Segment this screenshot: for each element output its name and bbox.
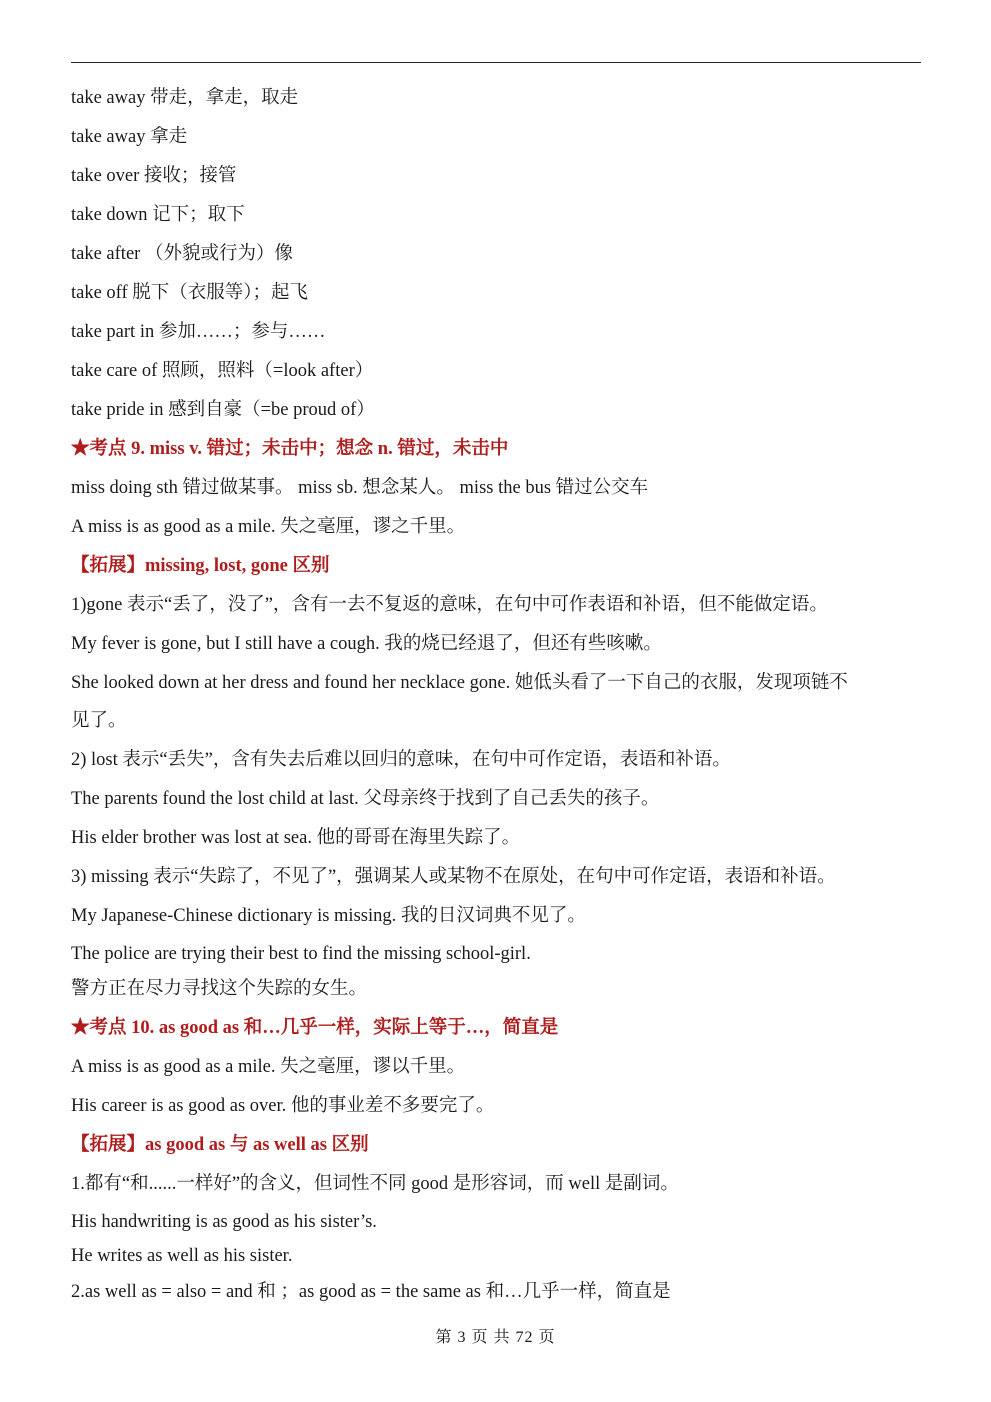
text-line: 3) missing 表示“失踪了，不见了”，强调某人或某物不在原处，在句中可作定语，表语和补语。 [71,867,836,887]
text-line: The parents found the lost child at last. 父母亲终于找到了自己丢失的孩子。 [71,789,660,809]
text-line: 1)gone 表示“丢了，没了”，含有一去不复返的意味，在句中可作表语和补语，但不能做定语。 [71,595,828,615]
text-line: take care of 照顾，照料（=look after） [71,361,374,381]
text-line: 1.都有“和......一样好”的含义，但词性不同 good 是形容词，而 well 是副词。 [71,1174,679,1194]
text-line: My fever is gone, but I still have a cough. 我的烧已经退了，但还有些咳嗽。 [71,634,662,654]
text-line: The police are trying their best to find the missing school-girl. [71,944,531,964]
text-line: A miss is as good as a mile. 失之毫厘，谬以千里。 [71,1057,466,1077]
text-line: 见了。 [71,711,127,731]
text-line: take away 拿走 [71,127,188,147]
section-heading: 【拓展】missing, lost, gone 区别 [71,556,330,576]
text-line: A miss is as good as a mile. 失之毫厘，谬之千里。 [71,517,466,537]
text-line: He writes as well as his sister. [71,1246,293,1266]
text-line: take off 脱下（衣服等）；起飞 [71,283,309,303]
text-line: His career is as good as over. 他的事业差不多要完了。 [71,1096,495,1116]
text-line: His handwriting is as good as his sister’s. [71,1212,377,1232]
text-line: take pride in 感到自豪（=be proud of） [71,400,375,420]
page-footer: 第 3 页 共 72 页 [435,1329,556,1346]
text-line: She looked down at her dress and found her necklace gone. 她低头看了一下自己的衣服，发现项链不 [71,673,848,693]
text-line: take away 带走，拿走，取走 [71,88,299,108]
section-heading: 【拓展】as good as 与 as well as 区别 [71,1135,369,1155]
text-line: 2.as well as = also = and 和 ；as good as = the same as 和…几乎一样，简直是 [71,1282,671,1302]
text-line: take after （外貌或行为）像 [71,244,293,264]
section-heading: ★考点 10. as good as 和…几乎一样，实际上等于…，简直是 [71,1018,559,1038]
text-line: My Japanese-Chinese dictionary is missing. 我的日汉词典不见了。 [71,906,586,926]
text-line: His elder brother was lost at sea. 他的哥哥在海里失踪了。 [71,828,521,848]
text-line: take over 接收；接管 [71,166,237,186]
text-line: miss doing sth 错过做某事。 miss sb. 想念某人。 miss the bus 错过公交车 [71,478,649,498]
text-line: take down 记下；取下 [71,205,245,225]
header-rule [71,62,921,63]
section-heading: ★考点 9. miss v. 错过；未击中；想念 n. 错过，未击中 [71,439,509,459]
text-line: 警方正在尽力寻找这个失踪的女生。 [71,979,368,999]
text-line: take part in 参加……；参与…… [71,322,326,342]
text-line: 2) lost 表示“丢失”，含有失去后难以回归的意味，在句中可作定语，表语和补语。 [71,750,731,770]
